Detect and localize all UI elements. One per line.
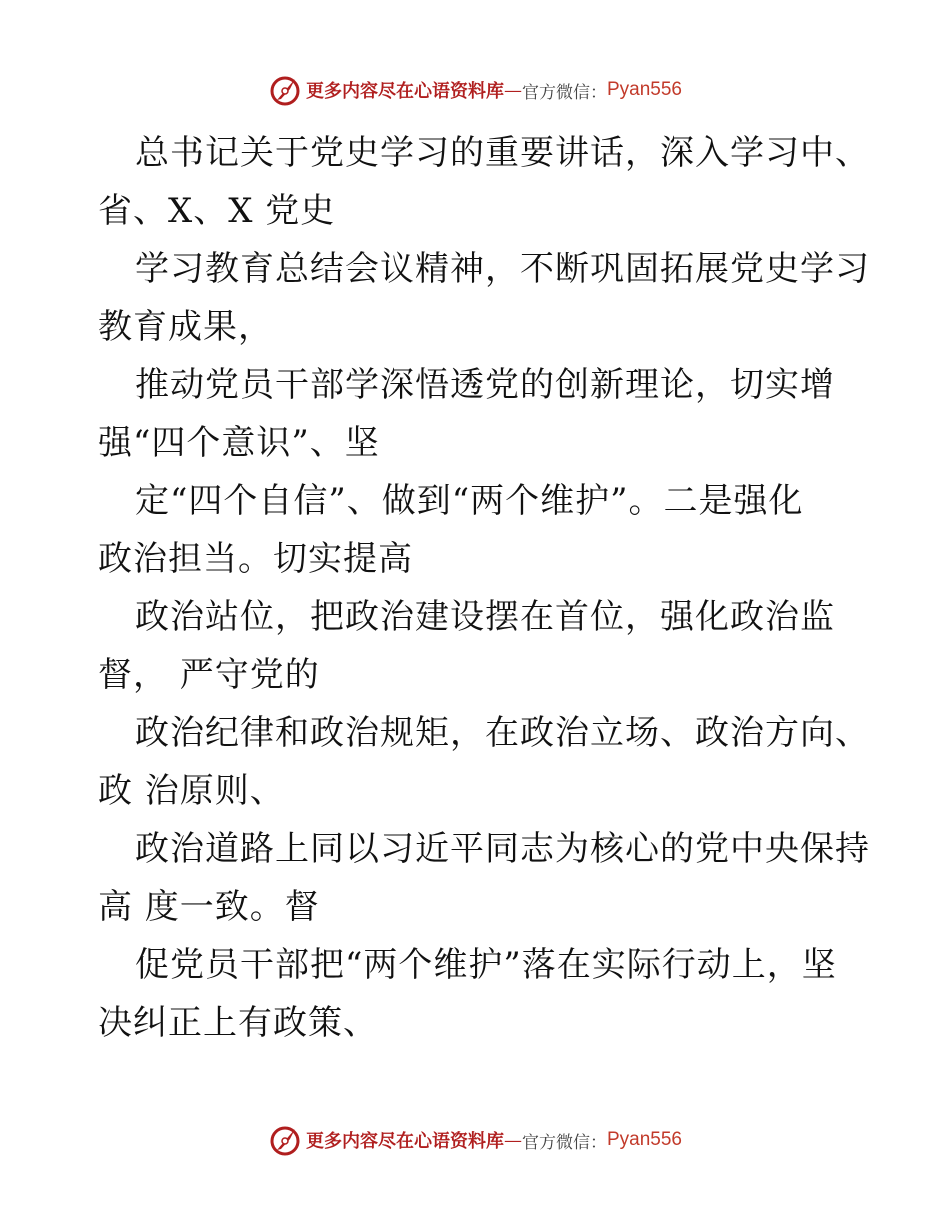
banner-title: 更多内容尽在心语资料库 [305,81,504,102]
paragraph-6-line-1: 政治纪律和政治规矩，在政治立场、政治方向、 [135,713,870,753]
paragraph-7-line-2: 高 度一致。督 [98,887,320,927]
paragraph-7-line-1: 政治道路上同以习近平同志为核心的党中央保持 [135,829,870,869]
banner-separator: — [503,1129,522,1151]
paragraph-1-line-2: 省、X、X 党史 [98,191,336,231]
footer-watermark-banner [0,1120,950,1160]
banner-wechat-id: Pyan556 [606,1129,682,1150]
banner-wechat-label: 官方微信： [521,82,607,103]
paragraph-3-line-2: 强“四个意识”、坚 [98,423,380,463]
banner-separator: — [503,79,522,101]
quill-logo-icon [268,1123,302,1157]
banner-title: 更多内容尽在心语资料库 [305,1131,504,1152]
paragraph-5-line-1: 政治站位，把政治建设摆在首位，强化政治监 [135,597,835,637]
paragraph-3-line-1: 推动党员干部学深悟透党的创新理论，切实增 [135,365,835,405]
paragraph-4-line-2: 政治担当。切实提高 [98,539,413,579]
header-watermark-banner [0,70,950,110]
banner-wechat-id: Pyan556 [606,79,682,100]
paragraph-8-line-2: 决纠正上有政策、 [98,1003,378,1043]
paragraph-6-line-2: 政 治原则、 [98,771,285,811]
banner-wechat-label: 官方微信： [521,1132,607,1153]
paragraph-5-line-2: 督， 严守党的 [98,655,320,695]
paragraph-2-line-1: 学习教育总结会议精神，不断巩固拓展党史学习 [135,249,870,289]
paragraph-4-line-1: 定“四个自信”、做到“两个维护”。二是强化 [135,481,804,521]
quill-logo-icon [268,73,302,107]
paragraph-8-line-1: 促党员干部把“两个维护”落在实际行动上，坚 [135,945,837,985]
document-body [98,124,870,1052]
paragraph-1-line-1: 总书记关于党史学习的重要讲话，深入学习中、 [135,133,870,173]
paragraph-2-line-2: 教育成果， [98,307,273,347]
